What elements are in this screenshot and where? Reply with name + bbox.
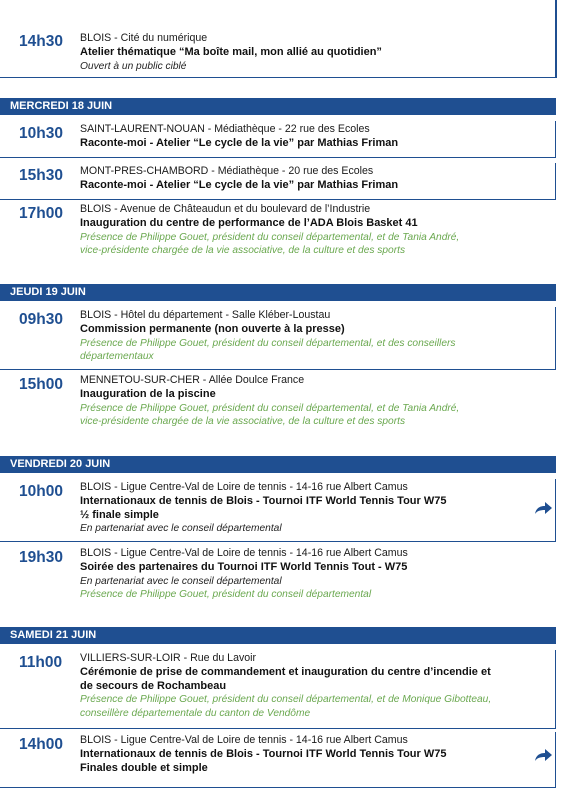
event-presence: Présence de Philippe Gouet, président du conseil départemental, et de Tania André, (80, 231, 460, 243)
event-time: 14h30 (19, 33, 63, 50)
event-location: MENNETOU-SUR-CHER - Allée Doulce France (80, 374, 305, 386)
event-presence: Présence de Philippe Gouet, président du conseil départemental, et de Monique Gibotteau, (80, 694, 492, 706)
event-title: Internationaux de tennis de Blois - Tournoi ITF World Tennis Tour W75 (80, 747, 447, 760)
event-title: Raconte-moi - Atelier “Le cycle de la vie” par Mathias Friman (80, 178, 399, 191)
event-location: MONT-PRES-CHAMBORD - Médiathèque - 20 rue des Ecoles (80, 165, 374, 177)
event-title: Commission permanente (non ouverte à la presse) (80, 322, 345, 335)
event-location: SAINT-LAURENT-NOUAN - Médiathèque - 22 rue des Ecoles (80, 123, 370, 135)
event-item (0, 372, 558, 442)
event-title: Inauguration du centre de performance de l’ADA Blois Basket 41 (80, 216, 418, 229)
event-location: BLOIS - Ligue Centre-Val de Loire de tennis - 14-16 rue Albert Camus (80, 547, 408, 559)
event-title: Inauguration de la piscine (80, 387, 216, 400)
event-time: 17h00 (19, 205, 63, 222)
event-item (0, 160, 558, 202)
event-time: 14h00 (19, 736, 63, 753)
event-title: Internationaux de tennis de Blois - Tournoi ITF World Tennis Tour W75 (80, 494, 447, 507)
event-location: BLOIS - Hôtel du département - Salle Kléber-Loustau (80, 309, 331, 321)
event-top (0, 0, 558, 80)
day-header-friday: VENDREDI 20 JUIN (0, 456, 556, 473)
event-title: Soirée des partenaires du Tournoi ITF World Tennis Tout - W75 (80, 560, 408, 573)
event-title: Raconte-moi - Atelier “Le cycle de la vie” par Mathias Friman (80, 136, 399, 149)
event-time: 15h00 (19, 376, 63, 393)
share-arrow-icon[interactable] (532, 747, 554, 763)
event-title: Cérémonie de prise de commandement et inauguration du centre d’incendie et (80, 665, 491, 678)
event-item (0, 202, 558, 272)
event-item (0, 729, 558, 789)
event-time: 19h30 (19, 549, 63, 566)
event-item (0, 542, 558, 612)
event-presence: Présence de Philippe Gouet, président du conseil départemental (80, 589, 372, 601)
event-note: En partenariat avec le conseil départemental (80, 575, 282, 587)
event-presence: conseillère départementale du canton de Vendôme (80, 708, 311, 720)
event-time: 10h00 (19, 483, 63, 500)
day-header-wednesday: MERCREDI 18 JUIN (0, 98, 556, 115)
event-presence: Présence de Philippe Gouet, président du conseil départemental, et des conseillers (80, 337, 456, 349)
event-location: BLOIS - Cité du numérique (80, 32, 208, 44)
event-time: 11h00 (19, 654, 63, 671)
event-location: BLOIS - Avenue de Châteaudun et du boulevard de l’Industrie (80, 203, 371, 215)
event-presence: départementaux (80, 351, 154, 363)
event-location: BLOIS - Ligue Centre-Val de Loire de tennis - 14-16 rue Albert Camus (80, 481, 408, 493)
event-note: Ouvert à un public ciblé (80, 60, 187, 72)
event-title: de secours de Rochambeau (80, 679, 227, 692)
event-time: 09h30 (19, 311, 63, 328)
event-location: BLOIS - Ligue Centre-Val de Loire de tennis - 14-16 rue Albert Camus (80, 734, 408, 746)
event-time: 15h30 (19, 167, 63, 184)
event-item (0, 304, 558, 372)
event-presence: vice-présidente chargée de la vie associative, de la culture et des sports (80, 416, 406, 428)
day-header-thursday: JEUDI 19 JUIN (0, 284, 556, 301)
event-presence: Présence de Philippe Gouet, président du conseil départemental, et de Tania André, (80, 402, 460, 414)
share-arrow-icon[interactable] (532, 500, 554, 516)
event-note: En partenariat avec le conseil départemental (80, 523, 282, 535)
event-presence: vice-présidente chargée de la vie associative, de la culture et des sports (80, 245, 406, 257)
day-header-saturday: SAMEDI 21 JUIN (0, 627, 556, 644)
event-item (0, 476, 558, 542)
event-time: 10h30 (19, 125, 63, 142)
event-title: Finales double et simple (80, 761, 208, 774)
event-item (0, 118, 558, 160)
event-title: Atelier thématique “Ma boîte mail, mon allié au quotidien” (80, 45, 382, 58)
event-location: VILLIERS-SUR-LOIR - Rue du Lavoir (80, 652, 257, 664)
event-title: ½ finale simple (80, 508, 159, 521)
event-item (0, 647, 558, 729)
